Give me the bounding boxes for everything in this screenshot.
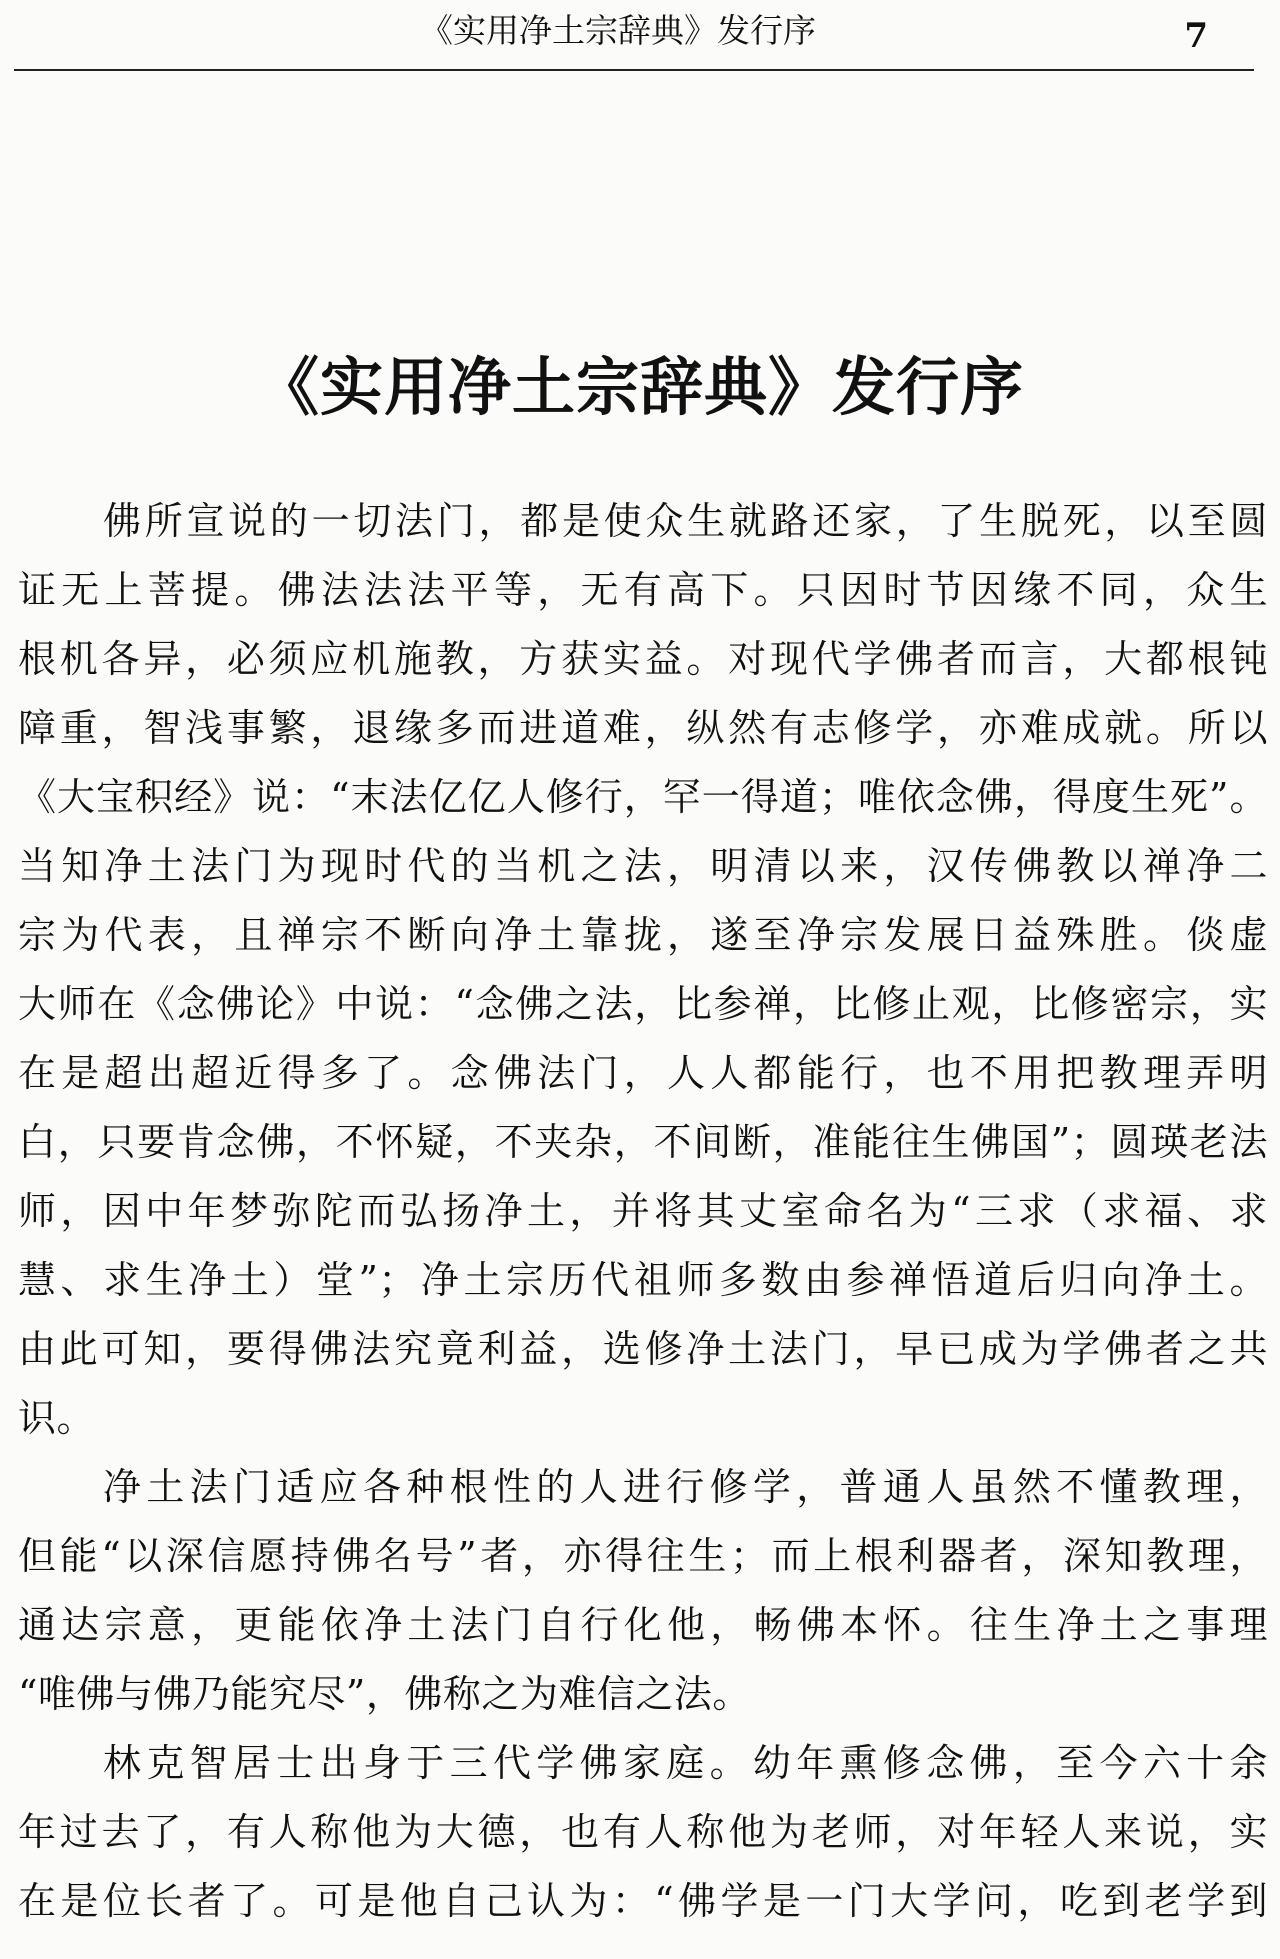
text-line: “唯佛与佛乃能究尽”，佛称之为难信之法。 bbox=[18, 1672, 751, 1716]
text-line: 根机各异，必须应机施教，方获实益。对现代学佛者而言，大都根钝 bbox=[18, 637, 1268, 681]
text-line: 证无上菩提。佛法法法平等，无有高下。只因时节因缘不同，众生 bbox=[18, 568, 1268, 612]
text-line: 慧、求生净土）堂”；净土宗历代祖师多数由参禅悟道后归向净土。 bbox=[18, 1258, 1268, 1302]
text-line: 但能“以深信愿持佛名号”者，亦得往生；而上根利器者，深知教理， bbox=[18, 1534, 1268, 1578]
running-header-title: 《实用净土宗辞典》发行序 bbox=[420, 11, 816, 50]
text-line: 师，因中年梦弥陀而弘扬净土，并将其丈室命名为“三求（求福、求 bbox=[18, 1189, 1268, 1233]
text-line: 在是超出超近得多了。念佛法门，人人都能行，也不用把教理弄明 bbox=[18, 1051, 1268, 1095]
text-line: 当知净土法门为现时代的当机之法，明清以来，汉传佛教以禅净二 bbox=[18, 844, 1268, 888]
text-line: 年过去了，有人称他为大德，也有人称他为老师，对年轻人来说，实 bbox=[18, 1810, 1268, 1854]
text-line: 障重，智浅事繁，退缘多而进道难，纵然有志修学，亦难成就。所以 bbox=[18, 706, 1268, 750]
body-text bbox=[18, 487, 1268, 1936]
text-line: 宗为代表，且禅宗不断向净土靠拢，遂至净宗发展日益殊胜。倓虚 bbox=[18, 913, 1268, 957]
running-header bbox=[14, 2, 1266, 68]
text-line: 林克智居士出身于三代学佛家庭。幼年熏修念佛，至今六十余 bbox=[103, 1741, 1268, 1785]
text-line: 佛所宣说的一切法门，都是使众生就路还家，了生脱死，以至圆 bbox=[103, 499, 1268, 543]
text-line: 净土法门适应各种根性的人进行修学，普通人虽然不懂教理， bbox=[103, 1465, 1268, 1509]
text-line: 识。 bbox=[18, 1396, 96, 1440]
page-number: 7 bbox=[1184, 16, 1208, 56]
text-line: 通达宗意，更能依净土法门自行化他，畅佛本怀。往生净土之事理 bbox=[18, 1603, 1268, 1647]
text-line: 由此可知，要得佛法究竟利益，选修净土法门，早已成为学佛者之共 bbox=[18, 1327, 1268, 1371]
chapter-title: 《实用净土宗辞典》发行序 bbox=[256, 350, 1024, 425]
text-line: 大师在《念佛论》中说：“念佛之法，比参禅，比修止观，比修密宗，实 bbox=[18, 982, 1268, 1026]
text-line: 白，只要肯念佛，不怀疑，不夹杂，不间断，准能往生佛国”；圆瑛老法 bbox=[18, 1120, 1268, 1164]
text-line: 《大宝积经》说：“末法亿亿人修行，罕一得道；唯依念佛，得度生死”。 bbox=[18, 775, 1268, 819]
header-divider bbox=[14, 69, 1254, 71]
text-line: 在是位长者了。可是他自己认为：“佛学是一门大学问，吃到老学到 bbox=[18, 1879, 1268, 1923]
